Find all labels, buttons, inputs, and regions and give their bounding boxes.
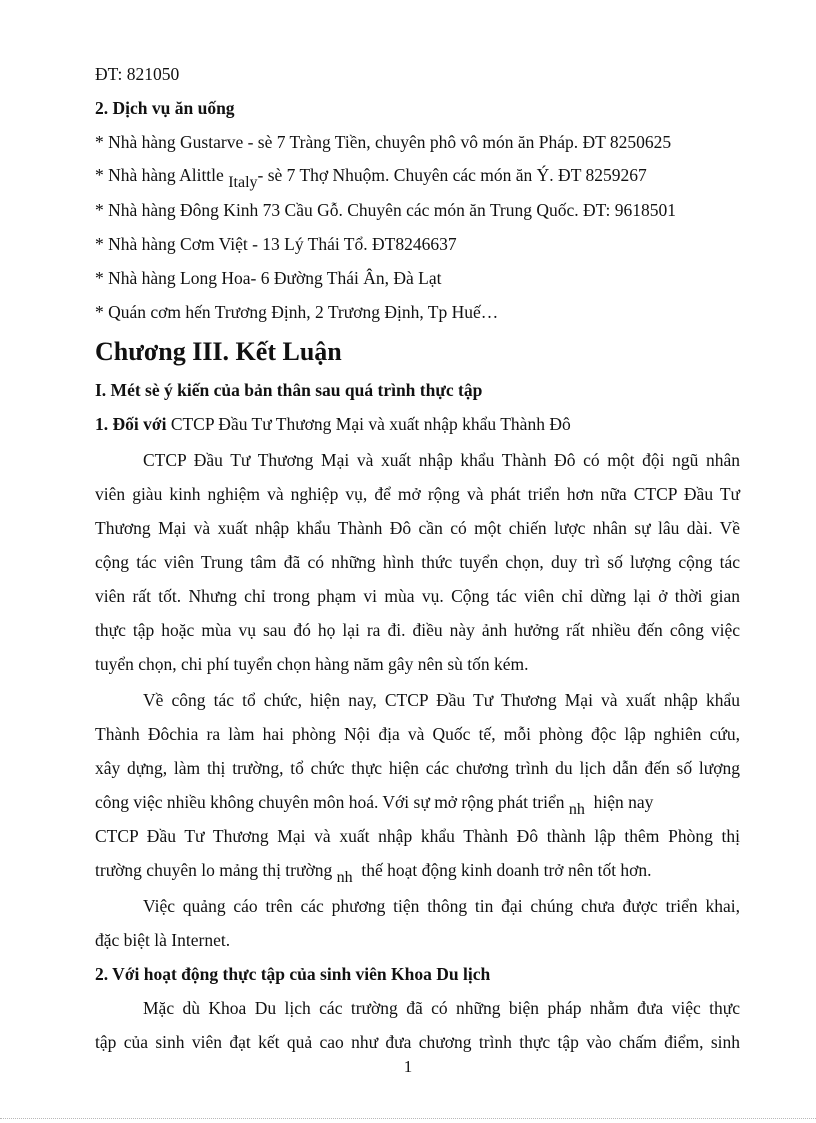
- list-item: * Quán cơm hến Trương Định, 2 Trương Định, Tp Huế…: [95, 302, 499, 322]
- text-run: công việc nhiều không chuyên môn hoá. Với sự mở rộng phát triển: [95, 792, 565, 812]
- page-bottom-divider: [0, 1118, 816, 1119]
- list-item: [95, 163, 740, 189]
- page-number: 1: [403, 1057, 413, 1076]
- list-item: * Nhà hàng Đông Kinh 73 Cầu Gỗ. Chuyên các món ăn Trung Quốc. ĐT: 9618501: [95, 200, 676, 220]
- text-run: CTCP Đầu Tư Thương Mại và xuất nhập khẩu Thành Đô: [166, 414, 571, 434]
- list-item: * Nhà hàng Cơm Việt - 13 Lý Thái Tổ. ĐT8246637: [95, 234, 457, 254]
- paragraph-line: [95, 858, 740, 884]
- paragraph-line: tập của sinh viên đạt kết quả cao như đưa chương trình thực tập vào chấm điểm, sinh: [95, 1032, 740, 1052]
- text-run: - sè 7 Thợ Nhuộm. Chuyên các món ăn Ý. ĐT 8259267: [257, 165, 647, 185]
- paragraph-line: thực tập hoặc mùa vụ sau đó họ lại ra đi. điều này ảnh hưởng rất nhiều đến công việc: [95, 620, 740, 640]
- list-item: * Nhà hàng Gustarve - sè 7 Tràng Tiền, chuyên phô vô món ăn Pháp. ĐT 8250625: [95, 132, 672, 152]
- subscript-note: nh: [336, 869, 353, 886]
- paragraph-line: Thương Mại và xuất nhập khẩu Thành Đô cần có một chiến lược nhân sự lâu dài. Về: [95, 518, 740, 538]
- section-heading: I. Mét sè ý kiến của bản thân sau quá trình thực tập: [95, 380, 483, 400]
- paragraph-line: Việc quảng cáo trên các phương tiện thông tin đại chúng chưa được triển khai,: [143, 896, 740, 916]
- paragraph-line: Về công tác tổ chức, hiện nay, CTCP Đầu Tư Thương Mại và xuất nhập khẩu: [143, 690, 740, 710]
- paragraph-line: [95, 790, 740, 816]
- paragraph-line: cộng tác viên Trung tâm đã có những hình thức tuyển chọn, duy trì số lượng cộng tác: [95, 552, 740, 572]
- paragraph-line: CTCP Đầu Tư Thương Mại và xuất nhập khẩu Thành Đô có một đội ngũ nhân: [143, 450, 740, 470]
- paragraph-line: đặc biệt là Internet.: [95, 930, 231, 950]
- subsection-heading: [95, 412, 740, 436]
- paragraph-line: Thành Đôchia ra làm hai phòng Nội địa và Quốc tế, mỗi phòng độc lập nghiên cứu,: [95, 724, 740, 744]
- paragraph-line: CTCP Đầu Tư Thương Mại và xuất nhập khẩu Thành Đô thành lập thêm Phòng thị: [95, 826, 740, 846]
- paragraph-line: viên giàu kinh nghiệm và nghiệp vụ, để mở rộng và phát triển hơn nữa CTCP Đầu Tư: [95, 484, 740, 504]
- text-run: 1. Đối với: [95, 414, 167, 434]
- text-run: hiện nay: [593, 792, 654, 812]
- text-run: * Nhà hàng Alittle: [95, 165, 224, 185]
- subscript-note: nh: [568, 801, 585, 818]
- phone-line: ĐT: 821050: [95, 64, 180, 84]
- section-heading: 2. Với hoạt động thực tập của sinh viên Khoa Du lịch: [95, 964, 491, 984]
- text-run: trường chuyên lo mảng thị trường: [95, 860, 333, 880]
- chapter-title: Chương III. Kết Luận: [95, 337, 342, 366]
- paragraph-line: viên rất tốt. Nhưng chỉ trong phạm vi mùa vụ. Cộng tác viên chỉ dừng lại ở thời gian: [95, 586, 740, 606]
- text-run: thế hoạt động kinh doanh trở nên tốt hơn.: [361, 860, 652, 880]
- paragraph-line: xây dựng, làm thị trường, tổ chức thực hiện các chương trình du lịch dẫn đến số lượng: [95, 758, 740, 778]
- subscript-note: Italy: [228, 174, 258, 191]
- paragraph-line: tuyển chọn, chi phí tuyển chọn hàng năm gây nên sù tốn kém.: [95, 654, 529, 674]
- list-item: * Nhà hàng Long Hoa- 6 Đường Thái Ân, Đà Lạt: [95, 268, 442, 288]
- section-heading-dining: 2. Dịch vụ ăn uống: [95, 98, 235, 118]
- paragraph-line: Mặc dù Khoa Du lịch các trường đã có những biện pháp nhằm đưa việc thực: [143, 998, 740, 1018]
